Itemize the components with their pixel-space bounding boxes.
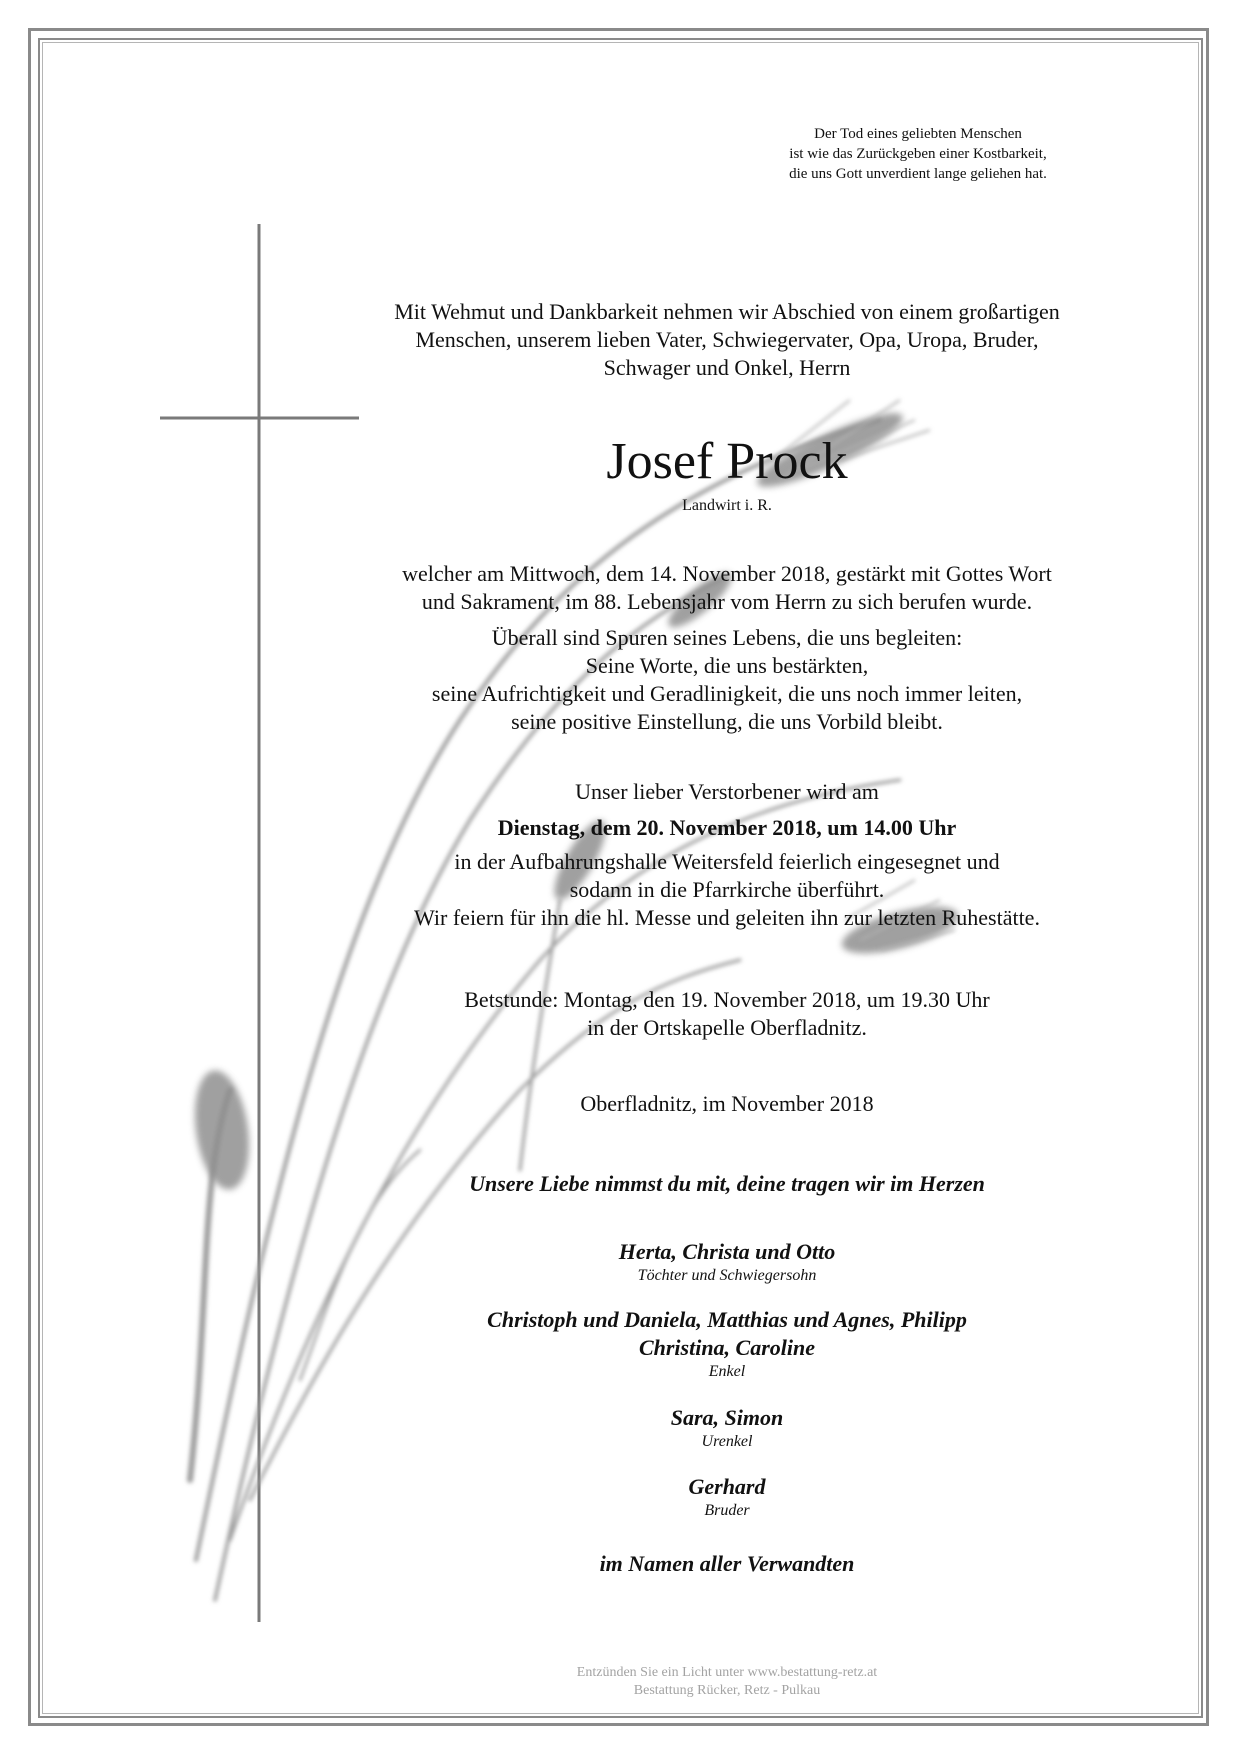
life-quote [322,624,1132,736]
motto [718,124,1118,184]
motto-line: ist wie das Zurückgeben einer Kostbarkeit, [789,146,1047,162]
prayer-line: Betstunde: Montag, den 19. November 2018, um 19.30 Uhr [464,987,990,1012]
closing-line: im Namen aller Verwandten [599,1551,855,1576]
funeral-line: Wir feiern für ihn die hl. Messe und geleiten ihn zur letzten Ruhestätte. [414,905,1040,930]
funeral-line: in der Aufbahrungshalle Weitersfeld feierlich eingesegnet und [454,849,1000,874]
farewell-line: Unsere Liebe nimmst du mit, deine tragen wir im Herzen [469,1171,985,1196]
death-notice-line: und Sakrament, im 88. Lebensjahr vom Herrn zu sich berufen wurde. [421,589,1033,614]
mourner-names: Sara, Simon [670,1405,784,1430]
footer-link-text[interactable]: Entzünden Sie ein Licht unter www.bestattung-retz.at [576,1665,878,1680]
prayer-hour [322,986,1132,1042]
mourner-names: Christina, Caroline [638,1335,816,1360]
mourner-group [322,1238,1132,1286]
quote-line: seine positive Einstellung, die uns Vorbild bleibt. [511,709,943,734]
intro-line: Schwager und Onkel, Herrn [603,355,851,380]
mourner-names: Gerhard [688,1474,766,1499]
intro-line: Menschen, unserem lieben Vater, Schwiegervater, Opa, Uropa, Bruder, [415,327,1039,352]
quote-line: seine Aufrichtigkeit und Geradlinigkeit, die uns noch immer leiten, [431,681,1023,706]
intro-line: Mit Wehmut und Dankbarkeit nehmen wir Abschied von einem großartigen [394,299,1060,324]
mourner-group [322,1306,1132,1382]
mourner-names: Christoph und Daniela, Matthias und Agnes, Philipp [487,1307,967,1332]
motto-line: die uns Gott unverdient lange geliehen hat. [789,166,1047,182]
funeral-intro: Unser lieber Verstorbener wird am [575,779,879,804]
death-notice-line: welcher am Mittwoch, dem 14. November 2018, gestärkt mit Gottes Wort [402,561,1052,586]
mourner-group [322,1404,1132,1452]
funeral-details [322,848,1132,932]
mourner-relation: Enkel [708,1363,746,1380]
mourner-group [322,1473,1132,1521]
quote-line: Seine Worte, die uns bestärkten, [585,653,869,678]
mourner-relation: Töchter und Schwiegersohn [637,1267,817,1284]
quote-line: Überall sind Spuren seines Lebens, die uns begleiten: [491,625,963,650]
deceased-name: Josef Prock [606,433,848,490]
mourner-relation: Bruder [704,1502,750,1519]
deceased-profession: Landwirt i. R. [682,497,772,514]
mourner-relation: Urenkel [701,1433,753,1450]
place-date: Oberfladnitz, im November 2018 [580,1091,874,1116]
mourner-names: Herta, Christa und Otto [618,1239,836,1264]
motto-line: Der Tod eines geliebten Menschen [814,126,1022,142]
intro-paragraph [322,298,1132,382]
footer [322,1664,1132,1700]
funeral-line: sodann in die Pfarrkirche überführt. [569,877,885,902]
footer-company: Bestattung Rücker, Retz - Pulkau [633,1683,821,1698]
prayer-line: in der Ortskapelle Oberfladnitz. [587,1015,867,1040]
death-notice [322,560,1132,616]
funeral-date: Dienstag, dem 20. November 2018, um 14.00 Uhr [497,815,957,840]
